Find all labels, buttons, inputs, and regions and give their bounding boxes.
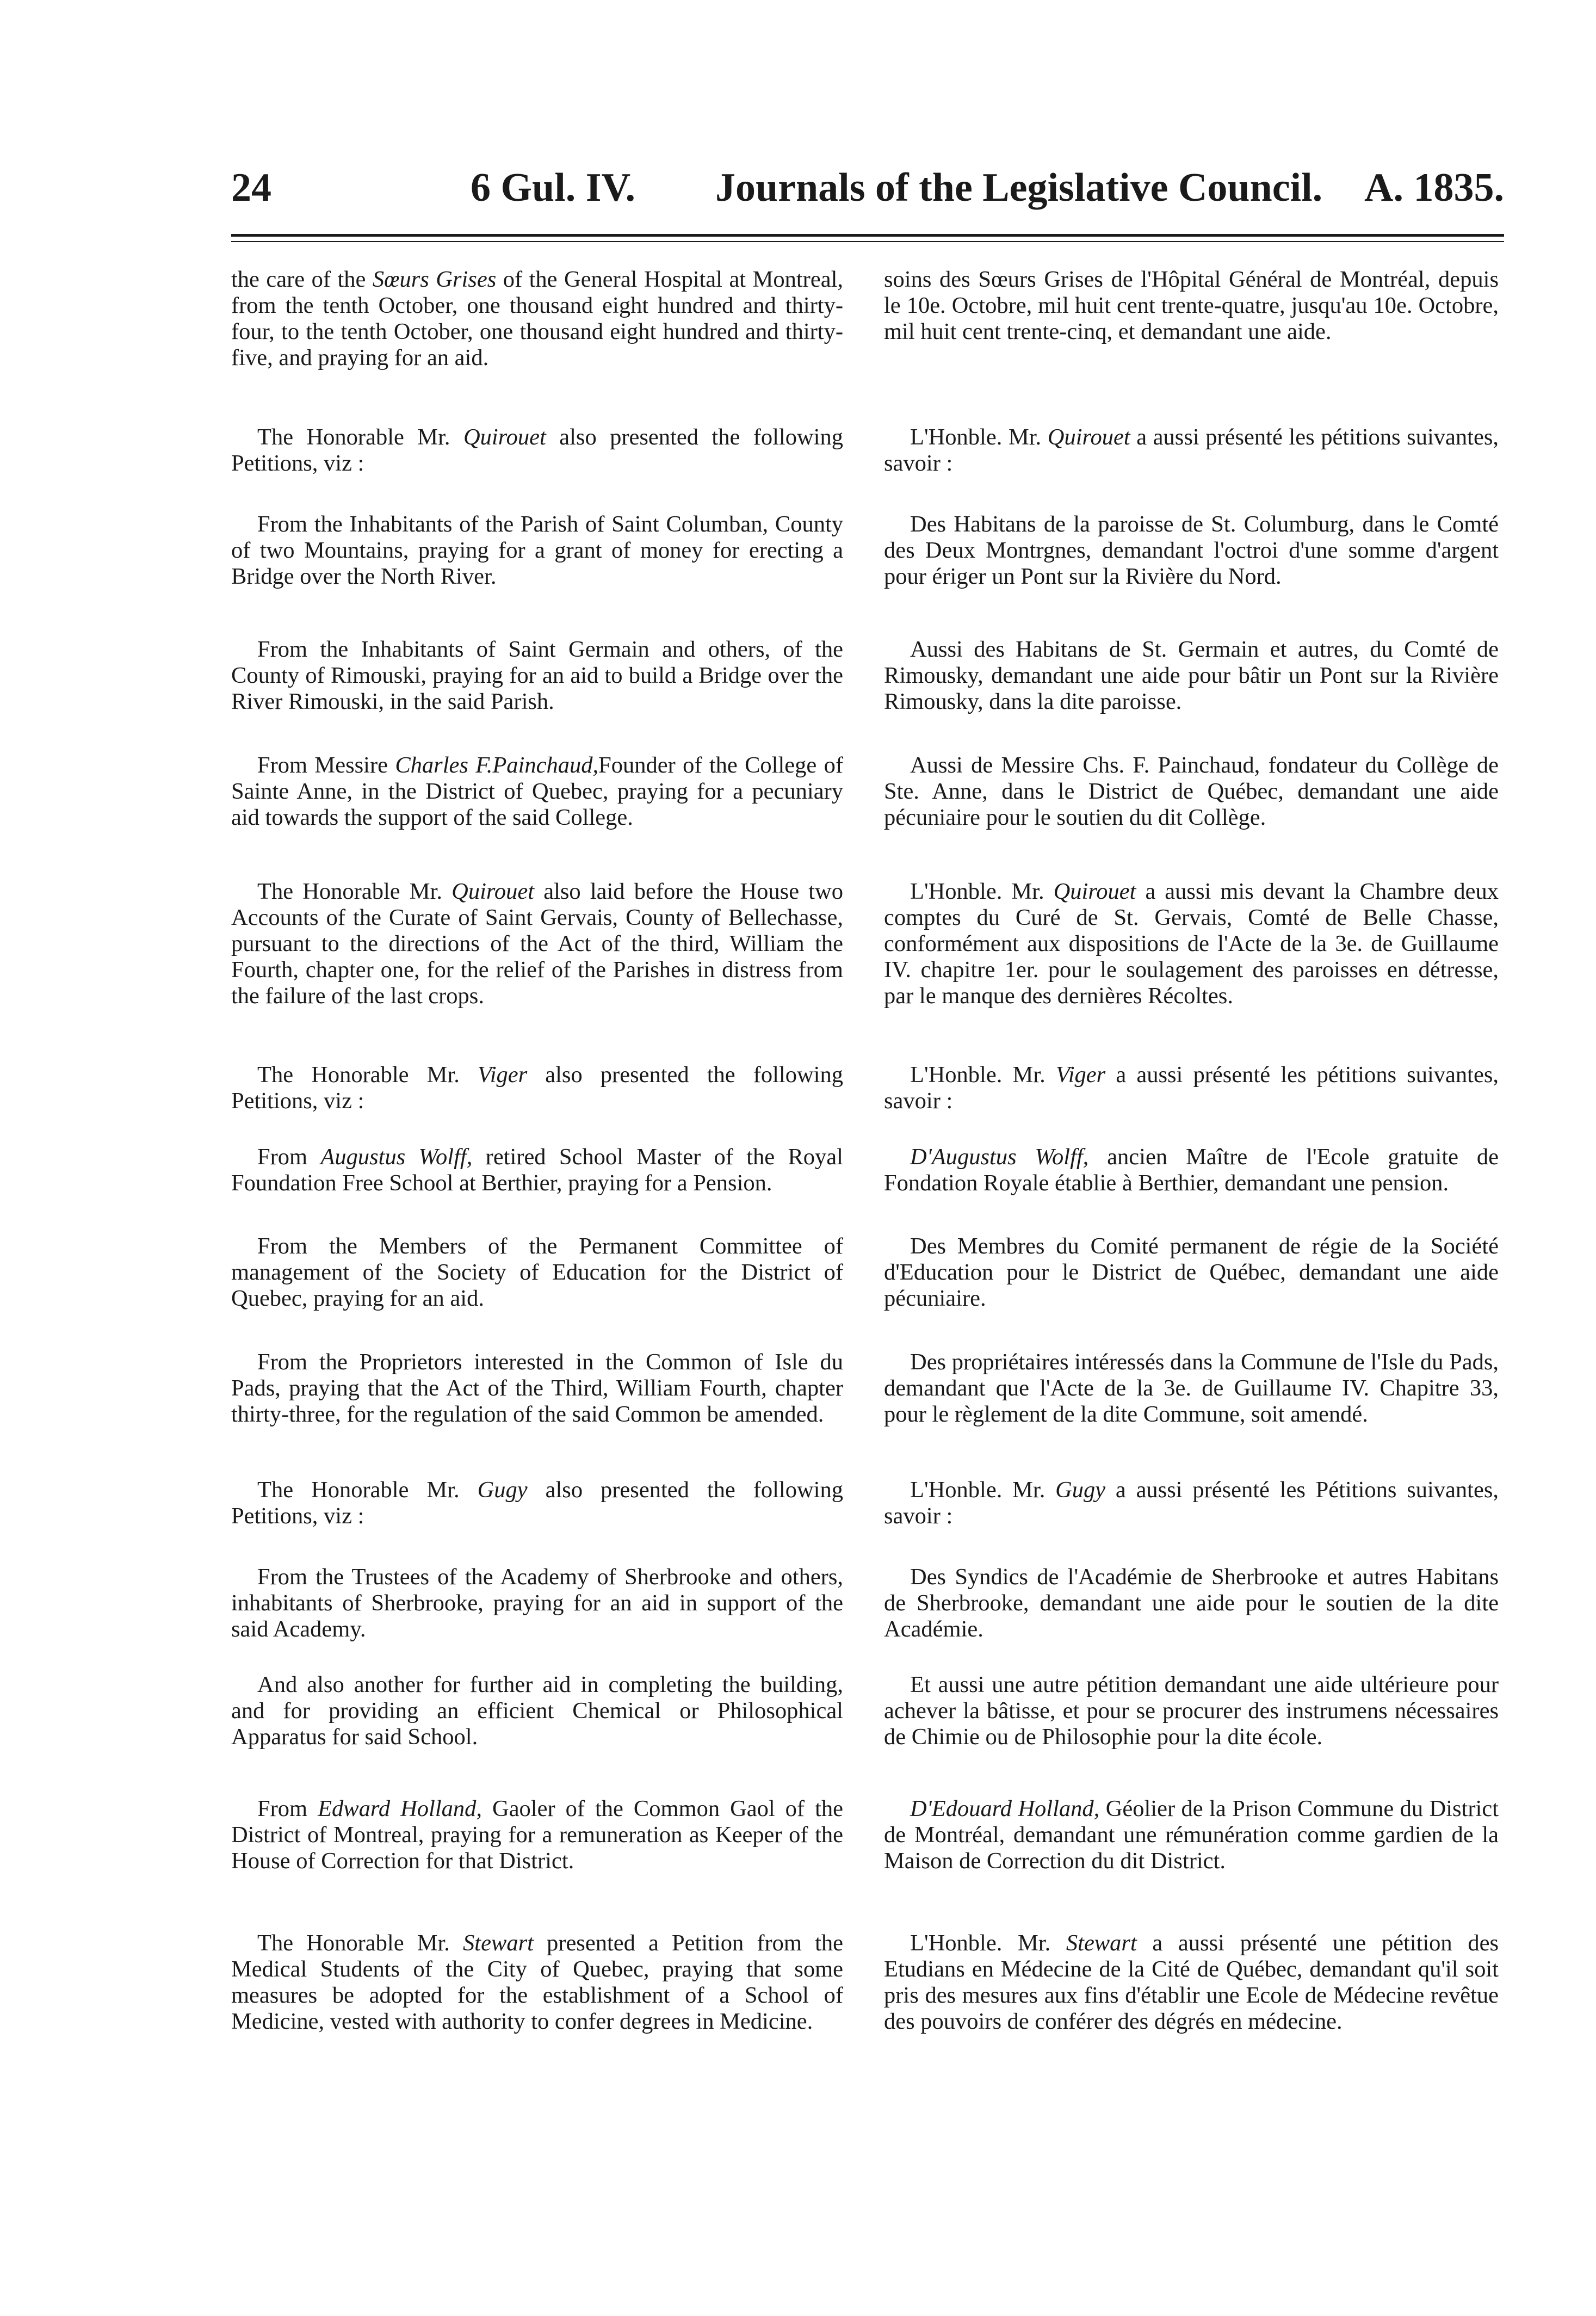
text-run: The Honorable Mr. [257, 1062, 478, 1088]
text-run: Des Membres du Comité permanent de régie de la Société d'Education pour le District de Québec, demandant une aide pécuniaire. [884, 1233, 1499, 1311]
french-paragraph [884, 637, 1499, 715]
journal-title: Journals of the Legislative Council. [715, 165, 1323, 210]
text-run: Des propriétaires intéressés dans la Commune de l'Isle du Pads, demandant que l'Acte de la 3e. de Guillaume IV. Chapitre 33, pour le règlement de la dite Commune, soit amendé. [884, 1349, 1499, 1427]
french-paragraph [884, 1796, 1499, 1874]
page-number: 24 [231, 165, 271, 210]
text-run: From the Inhabitants of the Parish of Saint Columban, County of two Mountains, praying for a grant of money for erecting a Bridge over the North River. [231, 511, 843, 589]
italic-text: Sœurs Grises [372, 267, 497, 292]
english-paragraph [231, 1796, 843, 1874]
italic-text: Viger [477, 1062, 528, 1088]
english-paragraph [231, 1672, 843, 1750]
italic-text: Quirouet [1047, 424, 1130, 450]
italic-text: Charles F.Painchaud, [395, 752, 599, 778]
english-paragraph [231, 1930, 843, 2035]
text-run: also laid before the House two Accounts of the Curate of Saint Gervais, County of Bellechasse, pursuant to the directions of the Act of the third, William the Fourth, chapter one, for the relief of the Parishes in distress from the failure of the last crops. [231, 879, 843, 1009]
english-paragraph [231, 1233, 843, 1312]
italic-text: D'Augustus Wolff, [910, 1144, 1089, 1170]
english-paragraph [231, 1062, 843, 1114]
text-run: L'Honble. Mr. [910, 1477, 1056, 1503]
italic-text: Gugy [1055, 1477, 1106, 1503]
text-run: presented a Petition from the Medical Students of the City of Quebec, praying that some measures be adopted for the establishment of a School of Medicine, vested with authority to confer degrees in Medicine. [231, 1930, 843, 2034]
italic-text: Viger [1055, 1062, 1106, 1088]
text-run: Founder of the College of Sainte Anne, in the District of Quebec, praying for a pecuniary aid towards the support of the said College. [231, 752, 843, 830]
italic-text: Gugy [477, 1477, 528, 1503]
text-run: a aussi présenté une pétition des Etudians en Médecine de la Cité de Québec, demandant qu'il soit pris des mesures aux fins d'établir une Ecole de Médecine revêtue des pouvoirs de conférer des dégrés en médecine. [884, 1930, 1499, 2034]
english-paragraph [231, 1564, 843, 1642]
text-run: also presented the following Petitions, viz : [231, 1477, 843, 1529]
french-paragraph [884, 267, 1499, 345]
italic-text: Augustus Wolff, [320, 1144, 473, 1170]
italic-text: D'Edouard Holland, [910, 1796, 1100, 1821]
text-run: L'Honble. Mr. [910, 424, 1048, 450]
text-run: From [257, 1144, 321, 1170]
french-paragraph [884, 1672, 1499, 1750]
french-paragraph [884, 1477, 1499, 1529]
text-run: Des Habitans de la paroisse de St. Columburg, dans le Comté des Deux Montrgnes, demandant l'octroi d'une somme d'argent pour ériger un Pont sur la Rivière du Nord. [884, 511, 1499, 589]
english-paragraph [231, 1349, 843, 1428]
english-paragraph [231, 637, 843, 715]
french-paragraph [884, 1233, 1499, 1312]
italic-text: Quirouet [463, 424, 546, 450]
text-run: also presented the following Petitions, viz : [231, 424, 843, 476]
french-paragraph [884, 1144, 1499, 1196]
text-run: Des Syndics de l'Académie de Sherbrooke et autres Habitans de Sherbrooke, demandant une aide pour le soutien de la dite Académie. [884, 1564, 1499, 1642]
italic-text: Edward Holland, [318, 1796, 482, 1821]
text-run: Géolier de la Prison Commune du District de Montréal, demandant une rémunération comme gardien de la Maison de Correction du dit District. [884, 1796, 1499, 1874]
text-run: The Honorable Mr. [257, 879, 452, 904]
text-run: From the Proprietors interested in the Common of Isle du Pads, praying that the Act of the Third, William Fourth, chapter thirty-three, for the regulation of the said Common be amended. [231, 1349, 843, 1427]
french-paragraph [884, 1062, 1499, 1114]
english-paragraph [231, 511, 843, 590]
french-paragraph [884, 511, 1499, 590]
text-run: Aussi des Habitans de St. Germain et autres, du Comté de Rimousky, demandant une aide pour bâtir un Pont sur la Rivière Rimousky, dans la dite paroisse. [884, 637, 1499, 714]
text-run: L'Honble. Mr. [910, 1930, 1066, 1956]
text-run: From Messire [257, 752, 395, 778]
header-rule-thick [231, 234, 1504, 237]
french-paragraph [884, 752, 1499, 831]
english-paragraph [231, 1144, 843, 1196]
text-run: The Honorable Mr. [257, 424, 463, 450]
italic-text: Quirouet [1053, 879, 1136, 904]
text-run: a aussi présenté les Pétitions suivantes, savoir : [884, 1477, 1499, 1529]
text-run: a aussi présenté les pétitions suivantes, savoir : [884, 1062, 1499, 1114]
text-run: also presented the following Petitions, viz : [231, 1062, 843, 1114]
header-rule-thin [231, 241, 1504, 242]
text-run: From [257, 1796, 318, 1821]
text-run: The Honorable Mr. [257, 1930, 463, 1956]
french-paragraph [884, 424, 1499, 477]
english-paragraph [231, 267, 843, 371]
italic-text: Stewart [463, 1930, 534, 1956]
text-run: Et aussi une autre pétition demandant une aide ultérieure pour achever la bâtisse, et pour se procurer des instrumens nécessaires de Chimie ou de Philosophie pour la dite école. [884, 1672, 1499, 1750]
text-run: of the General Hospital at Montreal, from the tenth October, one thousand eight hundred and thirty-four, to the tenth October, one thousand eight hundred and thirty-five, and praying for an aid. [231, 267, 843, 370]
calendar-year: A. 1835. [1364, 165, 1504, 210]
italic-text: Stewart [1066, 1930, 1137, 1956]
text-run: The Honorable Mr. [257, 1477, 478, 1503]
french-paragraph [884, 1564, 1499, 1642]
french-paragraph [884, 879, 1499, 1009]
text-run: retired School Master of the Royal Foundation Free School at Berthier, praying for a Pension. [231, 1144, 843, 1196]
text-run: And also another for further aid in completing the building, and for providing an efficient Chemical or Philosophical Apparatus for said School. [231, 1672, 843, 1750]
text-run: L'Honble. Mr. [910, 1062, 1056, 1088]
text-run: a aussi mis devant la Chambre deux comptes du Curé de St. Gervais, Comté de Belle Chasse, conformément aux dispositions de l'Acte de la 3e. de Guillaume IV. chapitre 1er. pour le soulagement des paroisses en détresse, par le manque des dernières Récoltes. [884, 879, 1499, 1009]
text-run: the care of the [231, 267, 373, 292]
french-paragraph [884, 1349, 1499, 1428]
text-run: Gaoler of the Common Gaol of the District of Montreal, praying for a remuneration as Keeper of the House of Correction for that District. [231, 1796, 843, 1874]
text-run: From the Inhabitants of Saint Germain and others, of the County of Rimouski, praying for an aid to build a Bridge over the River Rimouski, in the said Parish. [231, 637, 843, 714]
italic-text: Quirouet [451, 879, 535, 904]
text-run: a aussi présenté les pétitions suivantes, savoir : [884, 424, 1499, 476]
text-run: L'Honble. Mr. [910, 879, 1054, 904]
regnal-year: 6 Gul. IV. [471, 165, 635, 210]
text-run: ancien Maître de l'Ecole gratuite de Fondation Royale établie à Berthier, demandant une pension. [884, 1144, 1499, 1196]
page-header [231, 158, 1504, 218]
french-paragraph [884, 1930, 1499, 2035]
english-paragraph [231, 879, 843, 1009]
english-paragraph [231, 752, 843, 831]
text-run: soins des Sœurs Grises de l'Hôpital Général de Montréal, depuis le 10e. Octobre, mil huit cent trente-quatre, jusqu'au 10e. Octobre, mil huit cent trente-cinq, et demandant une aide. [884, 267, 1499, 344]
text-run: From the Trustees of the Academy of Sherbrooke and others, inhabitants of Sherbrooke, praying for an aid in support of the said Academy. [231, 1564, 843, 1642]
text-run: From the Members of the Permanent Committee of management of the Society of Education for the District of Quebec, praying for an aid. [231, 1233, 843, 1311]
english-paragraph [231, 424, 843, 477]
text-run: Aussi de Messire Chs. F. Painchaud, fondateur du Collège de Ste. Anne, dans le District de Québec, demandant une aide pécuniaire pour le soutien du dit Collège. [884, 752, 1499, 830]
english-paragraph [231, 1477, 843, 1529]
